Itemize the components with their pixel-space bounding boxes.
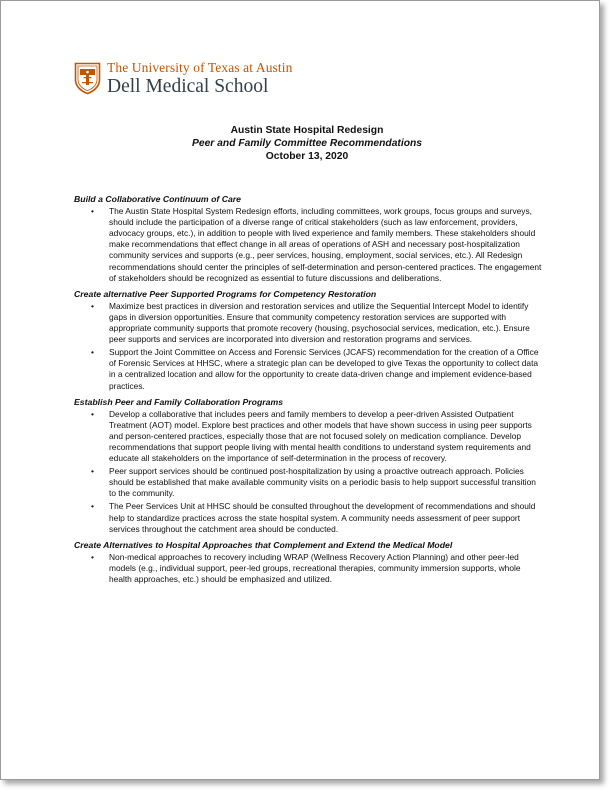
section-heading: Build a Collaborative Continuum of Care [74, 194, 242, 204]
title-line-2: Peer and Family Committee Recommendations [191, 138, 423, 149]
section-heading: Create Alternatives to Hospital Approaches that Complement and Extend the Medical Model [74, 539, 453, 550]
section-heading: Create alternative Peer Supported Programs for Competency Restoration [74, 288, 377, 299]
university-name: The University of Texas at Austin [107, 60, 293, 75]
title-date: October 13, 2020 [265, 151, 349, 162]
bullet-item: • Develop a collaborative that includes peers and family members to develop a peer-driven Assisted Outpatient Treatment (AOT) model. Explore best practices and other models that have shown success in using peer supports and person-centered practices, especially those that are not focused solely on medication compliance. Develop recommendations that support people living with mental health conditions to understand system requirements and educate all stakeholders on the importance of self-determination in the process of recovery. [74, 409, 544, 464]
title-line-1: Austin State Hospital Redesign [230, 125, 384, 136]
ut-dell-logo [74, 61, 292, 97]
ut-tower-shield-icon [74, 62, 101, 95]
section-hospital-alternatives [74, 540, 544, 585]
bullet-list [74, 552, 544, 585]
bullet-list [74, 409, 544, 535]
section-heading: Establish Peer and Family Collaboration Programs [74, 396, 284, 407]
bullet-item: • Non-medical approaches to recovery including WRAP (Wellness Recovery Action Planning) and other peer-led models (e.g., individual support, peer-led groups, recreational therapies, community immersion supports, whole health approaches, etc.) should be emphasized and utilized. [74, 552, 544, 585]
bullet-item: • Maximize best practices in diversion and restoration services and utilize the Sequential Intercept Model to identify gaps in diversion opportunities. Ensure that community competency restoration services are supported with appropriate community supports that promote recovery (housing, psychosocial services, medication, etc.). Ensure peer supports and services are incorporated into diversion and restoration programs and services. [74, 301, 544, 345]
bullet-list [74, 206, 544, 284]
bullet-item: • The Peer Services Unit at HHSC should be consulted throughout the development of recommendations and should help to standardize practices across the state hospital system. A community needs assessment of peer support services throughout the catchment area should be conducted. [74, 501, 544, 534]
bullet-item: • Support the Joint Committee on Access and Forensic Services (JCAFS) recommendation for the creation of a Office of Forensic Services at HHSC, where a strategic plan can be developed to give Texas the opportunity to collect data in a centralized location and allow for the opportunity to create data-driven change and implement evidence-based practices. [74, 347, 544, 391]
school-name: Dell Medical School [107, 76, 269, 97]
section-collaborative-continuum [74, 194, 544, 284]
section-competency-restoration [74, 289, 544, 392]
document-title [1, 124, 612, 163]
document-body [74, 194, 544, 590]
section-peer-family-collaboration [74, 397, 544, 535]
bullet-list [74, 301, 544, 392]
bullet-item: • Peer support services should be continued post-hospitalization by using a proactive outreach approach. Policies should be established that make available community visits on a periodic basis to help support successful transition to the community. [74, 466, 544, 499]
bullet-item: • The Austin State Hospital System Redesign efforts, including committees, work groups, focus groups and surveys, should include the participation of a diverse range of critical stakeholders (such as law enforcement, providers, advocacy groups, etc.), in addition to people with lived experience and family members. These stakeholders should make recommendations that effect change in all areas of operations of ASH and necessary post-hospitalization community services and supports (e.g., peer services, housing, employment, social services, etc.). All Redesign recommendations should center the principles of self-determination and person-centered practices. The engagement of stakeholders should be recognized as essential to future discussions and deliberations. [74, 206, 544, 284]
